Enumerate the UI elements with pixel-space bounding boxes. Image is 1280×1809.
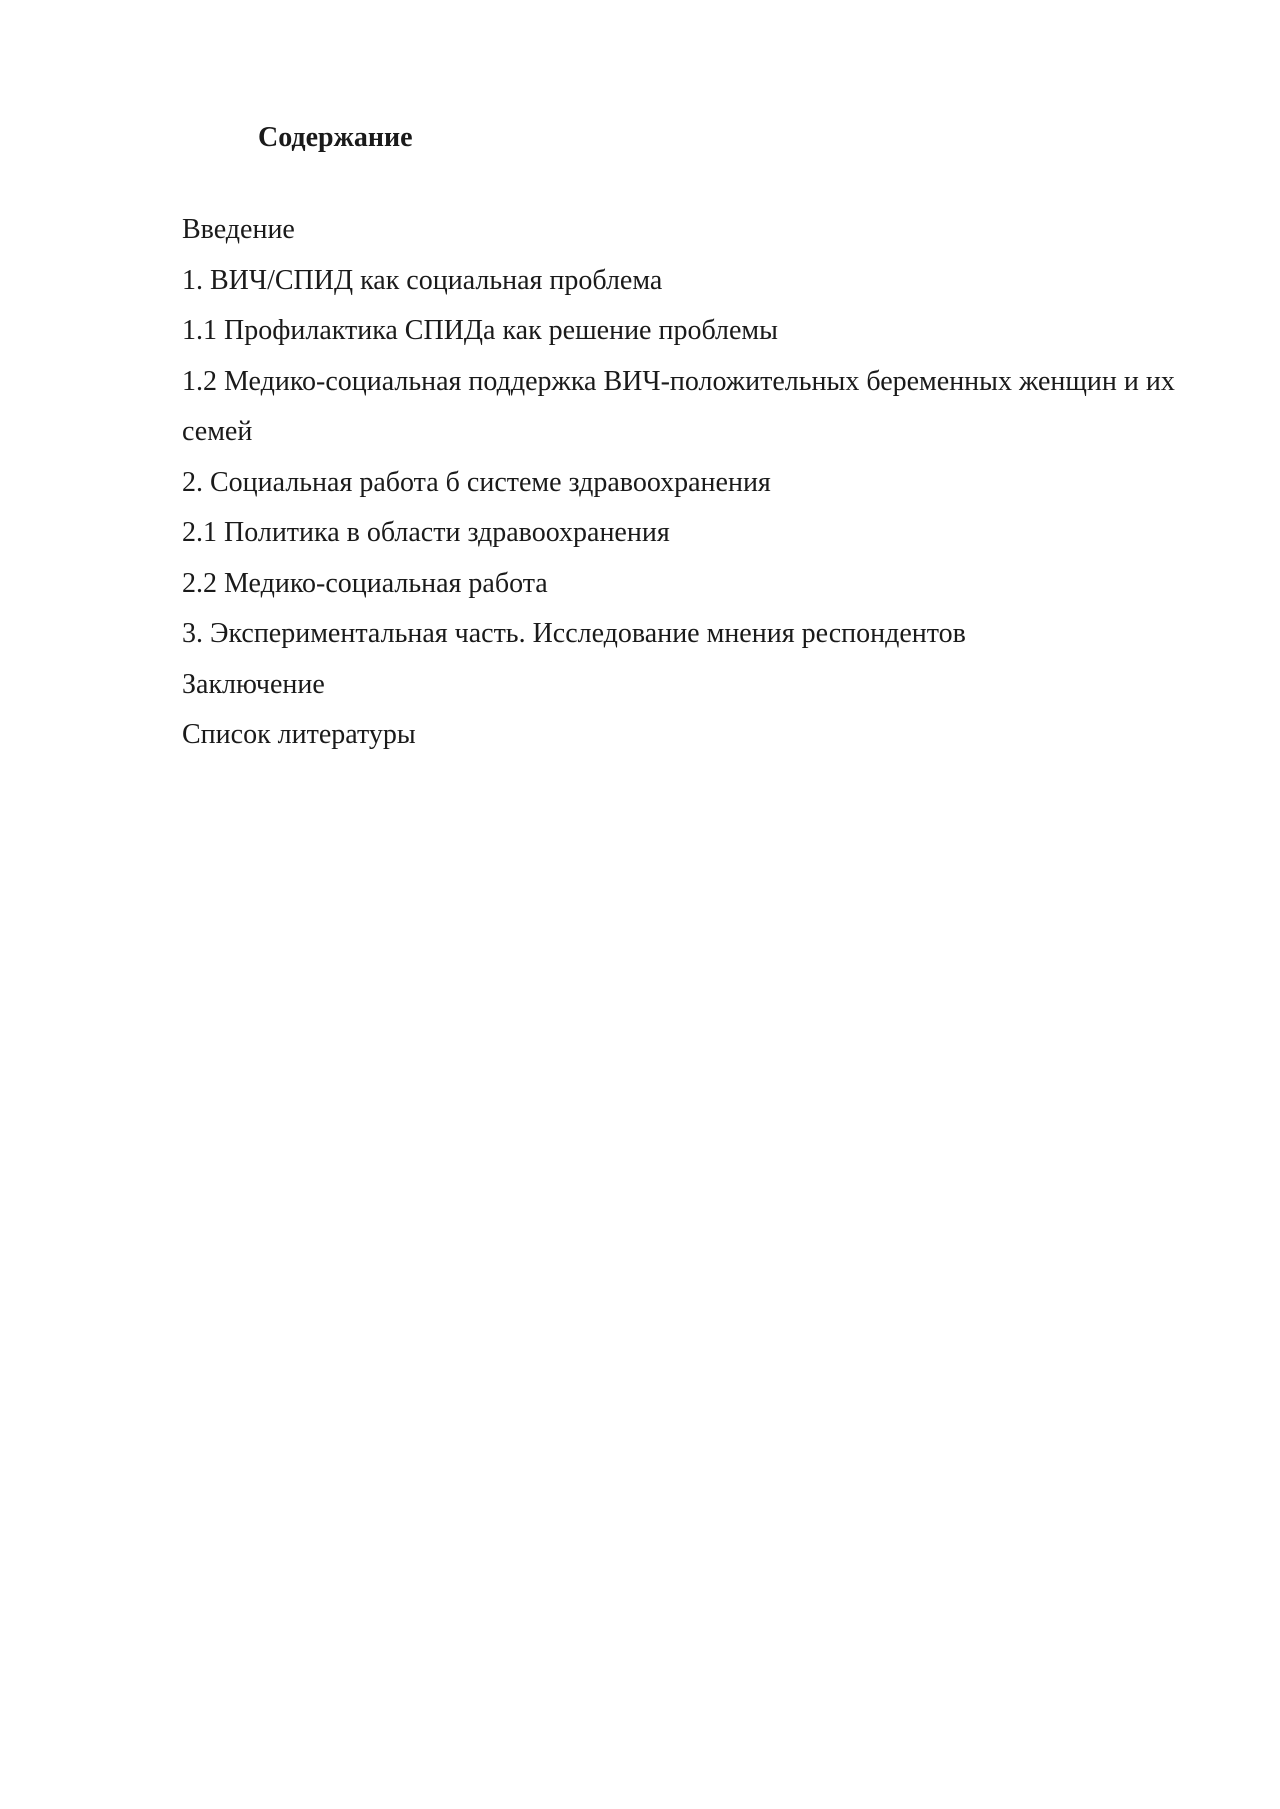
toc-item-2: 2. Социальная работа б системе здравоохранения <box>182 466 771 498</box>
toc-item-introduction: Введение <box>182 214 295 245</box>
toc-item-references: Список литературы <box>182 719 416 750</box>
toc-item-3: 3. Экспериментальная часть. Исследование мнения респондентов <box>182 618 966 649</box>
toc-item-1-1: 1.1 Профилактика СПИДа как решение проблемы <box>182 315 778 346</box>
toc-item-2-2: 2.2 Медико-социальная работа <box>182 567 548 599</box>
page-title: Содержание <box>258 122 413 153</box>
toc-item-conclusion: Заключение <box>182 668 325 700</box>
toc-item-1: 1. ВИЧ/СПИД как социальная проблема <box>182 264 663 296</box>
table-of-contents <box>182 205 1202 761</box>
toc-item-2-1: 2.1 Политика в области здравоохранения <box>182 517 670 548</box>
toc-item-1-2: 1.2 Медико-социальная поддержка ВИЧ-положительных беременных женщин и их семей <box>182 365 1175 447</box>
